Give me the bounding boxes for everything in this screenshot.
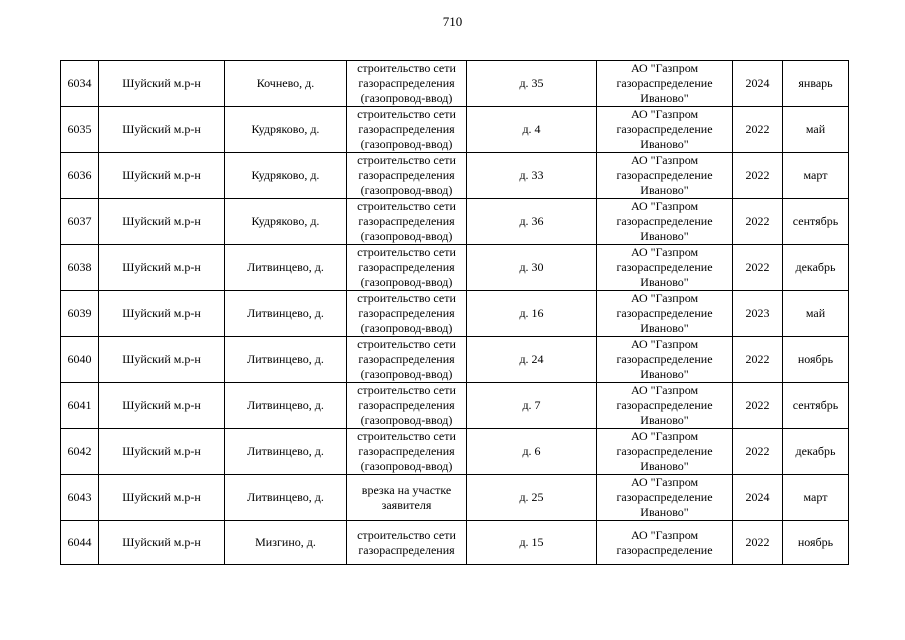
month-cell-text: декабрь (795, 260, 836, 274)
settlement-cell (225, 429, 347, 475)
work-type-cell (347, 291, 467, 337)
table-row (61, 337, 849, 383)
district-cell-text: Шуйский м.р-н (122, 306, 201, 320)
company-cell-text: АО "Газпром газораспределение Иваново" (616, 107, 713, 151)
company-cell-text: АО "Газпром газораспределение Иваново" (616, 291, 713, 335)
row-number (61, 475, 99, 521)
house-number-cell (467, 61, 597, 107)
company-cell (597, 291, 733, 337)
work-type-cell-text: строительство сети газораспределения (газопровод-ввод) (357, 245, 456, 289)
company-cell (597, 521, 733, 565)
month-cell (783, 61, 849, 107)
gasification-table (60, 60, 849, 565)
company-cell (597, 61, 733, 107)
month-cell-text: май (805, 122, 826, 136)
table-row (61, 429, 849, 475)
table-row (61, 61, 849, 107)
company-cell-text: АО "Газпром газораспределение Иваново" (616, 337, 713, 381)
month-cell (783, 429, 849, 475)
row-number (61, 107, 99, 153)
work-type-cell (347, 107, 467, 153)
work-type-cell (347, 521, 467, 565)
month-cell-text: сентябрь (792, 398, 839, 412)
company-cell-text: АО "Газпром газораспределение Иваново" (616, 475, 713, 519)
district-cell-text: Шуйский м.р-н (122, 76, 201, 90)
year-cell-text: 2022 (745, 168, 770, 182)
work-type-cell-text: строительство сети газораспределения (газопровод-ввод) (357, 107, 456, 151)
settlement-cell (225, 245, 347, 291)
settlement-cell (225, 199, 347, 245)
company-cell (597, 337, 733, 383)
row-number (61, 383, 99, 429)
row-number-text: 6044 (67, 535, 92, 549)
row-number (61, 199, 99, 245)
year-cell (733, 383, 783, 429)
district-cell-text: Шуйский м.р-н (122, 490, 201, 504)
house-number-cell-text: д. 6 (522, 444, 541, 458)
work-type-cell (347, 245, 467, 291)
table-container (60, 60, 849, 557)
settlement-cell-text: Литвинцево, д. (247, 444, 324, 458)
company-cell (597, 199, 733, 245)
house-number-cell (467, 245, 597, 291)
company-cell-text: АО "Газпром газораспределение Иваново" (616, 153, 713, 197)
row-number-text: 6035 (67, 122, 92, 136)
work-type-cell-text: строительство сети газораспределения (газопровод-ввод) (357, 383, 456, 427)
settlement-cell-text: Литвинцево, д. (247, 398, 324, 412)
row-number (61, 291, 99, 337)
company-cell-text: АО "Газпром газораспределение Иваново" (616, 245, 713, 289)
company-cell-text: АО "Газпром газораспределение Иваново" (616, 429, 713, 473)
district-cell-text: Шуйский м.р-н (122, 122, 201, 136)
month-cell-text: март (803, 490, 828, 504)
row-number-text: 6043 (67, 490, 92, 504)
house-number-cell-text: д. 33 (519, 168, 544, 182)
house-number-cell-text: д. 36 (519, 214, 544, 228)
row-number-text: 6037 (67, 214, 92, 228)
table-row (61, 107, 849, 153)
district-cell (99, 199, 225, 245)
row-number-text: 6036 (67, 168, 92, 182)
month-cell (783, 291, 849, 337)
month-cell-text: декабрь (795, 444, 836, 458)
row-number-text: 6038 (67, 260, 92, 274)
work-type-cell (347, 383, 467, 429)
settlement-cell-text: Литвинцево, д. (247, 306, 324, 320)
table-row (61, 199, 849, 245)
month-cell-text: ноябрь (797, 352, 834, 366)
year-cell (733, 61, 783, 107)
district-cell-text: Шуйский м.р-н (122, 444, 201, 458)
settlement-cell-text: Кудряково, д. (251, 168, 320, 182)
work-type-cell (347, 199, 467, 245)
district-cell (99, 291, 225, 337)
row-number-text: 6042 (67, 444, 92, 458)
district-cell (99, 61, 225, 107)
house-number-cell (467, 337, 597, 383)
company-cell (597, 383, 733, 429)
row-number-text: 6034 (67, 76, 92, 90)
year-cell (733, 107, 783, 153)
month-cell-text: май (805, 306, 826, 320)
district-cell-text: Шуйский м.р-н (122, 214, 201, 228)
row-number-text: 6041 (67, 398, 92, 412)
row-number (61, 153, 99, 199)
district-cell (99, 383, 225, 429)
district-cell (99, 245, 225, 291)
row-number (61, 429, 99, 475)
table-row (61, 475, 849, 521)
company-cell (597, 245, 733, 291)
month-cell (783, 383, 849, 429)
company-cell-text: АО "Газпром газораспределение Иваново" (616, 61, 713, 105)
house-number-cell-text: д. 4 (522, 122, 541, 136)
work-type-cell (347, 337, 467, 383)
company-cell (597, 429, 733, 475)
settlement-cell (225, 475, 347, 521)
settlement-cell-text: Кочнево, д. (256, 76, 315, 90)
page-number: 710 (442, 14, 463, 29)
settlement-cell (225, 337, 347, 383)
month-cell (783, 153, 849, 199)
month-cell-text: март (803, 168, 828, 182)
year-cell-text: 2022 (745, 398, 770, 412)
district-cell (99, 337, 225, 383)
house-number-cell-text: д. 7 (522, 398, 541, 412)
work-type-cell-text: строительство сети газораспределения (газопровод-ввод) (357, 429, 456, 473)
year-cell (733, 153, 783, 199)
district-cell-text: Шуйский м.р-н (122, 168, 201, 182)
company-cell (597, 475, 733, 521)
work-type-cell-text: строительство сети газораспределения (газопровод-ввод) (357, 61, 456, 105)
month-cell (783, 199, 849, 245)
district-cell-text: Шуйский м.р-н (122, 352, 201, 366)
year-cell (733, 521, 783, 565)
year-cell (733, 337, 783, 383)
month-cell-text: ноябрь (797, 535, 834, 549)
company-cell-text: АО "Газпром газораспределение Иваново" (616, 383, 713, 427)
work-type-cell-text: строительство сети газораспределения (357, 527, 456, 557)
row-number (61, 245, 99, 291)
year-cell (733, 199, 783, 245)
work-type-cell-text: строительство сети газораспределения (газопровод-ввод) (357, 153, 456, 197)
settlement-cell (225, 61, 347, 107)
row-number-text: 6039 (67, 306, 92, 320)
house-number-cell-text: д. 35 (519, 76, 544, 90)
year-cell-text: 2022 (745, 214, 770, 228)
house-number-cell-text: д. 30 (519, 260, 544, 274)
table-body (61, 61, 849, 565)
table-row (61, 245, 849, 291)
settlement-cell-text: Мизгино, д. (255, 535, 316, 549)
year-cell (733, 291, 783, 337)
table-row (61, 383, 849, 429)
work-type-cell-text: строительство сети газораспределения (газопровод-ввод) (357, 337, 456, 381)
table-row (61, 153, 849, 199)
row-number-text: 6040 (67, 352, 92, 366)
month-cell-text: январь (798, 76, 833, 90)
work-type-cell-text: строительство сети газораспределения (газопровод-ввод) (357, 199, 456, 243)
district-cell-text: Шуйский м.р-н (122, 398, 201, 412)
district-cell (99, 475, 225, 521)
work-type-cell-text: врезка на участке заявителя (361, 482, 452, 512)
year-cell-text: 2022 (745, 444, 770, 458)
month-cell (783, 245, 849, 291)
settlement-cell (225, 153, 347, 199)
house-number-cell (467, 107, 597, 153)
house-number-cell-text: д. 15 (519, 535, 544, 549)
settlement-cell-text: Литвинцево, д. (247, 260, 324, 274)
month-cell (783, 337, 849, 383)
house-number-cell (467, 291, 597, 337)
district-cell-text: Шуйский м.р-н (122, 260, 201, 274)
month-cell-text: сентябрь (792, 214, 839, 228)
house-number-cell-text: д. 25 (519, 490, 544, 504)
district-cell (99, 107, 225, 153)
table-row (61, 291, 849, 337)
row-number (61, 61, 99, 107)
year-cell-text: 2022 (745, 260, 770, 274)
district-cell (99, 429, 225, 475)
month-cell (783, 107, 849, 153)
work-type-cell (347, 61, 467, 107)
year-cell (733, 429, 783, 475)
district-cell (99, 521, 225, 565)
house-number-cell (467, 199, 597, 245)
district-cell-text: Шуйский м.р-н (122, 535, 201, 549)
settlement-cell (225, 291, 347, 337)
year-cell (733, 245, 783, 291)
house-number-cell (467, 521, 597, 565)
row-number (61, 521, 99, 565)
table-row (61, 521, 849, 565)
settlement-cell (225, 521, 347, 565)
house-number-cell-text: д. 24 (519, 352, 544, 366)
year-cell-text: 2022 (745, 122, 770, 136)
work-type-cell (347, 153, 467, 199)
house-number-cell (467, 429, 597, 475)
work-type-cell (347, 429, 467, 475)
year-cell-text: 2024 (745, 76, 770, 90)
settlement-cell-text: Литвинцево, д. (247, 490, 324, 504)
year-cell-text: 2024 (745, 490, 770, 504)
row-number (61, 337, 99, 383)
settlement-cell (225, 107, 347, 153)
month-cell (783, 475, 849, 521)
company-cell (597, 153, 733, 199)
house-number-cell (467, 383, 597, 429)
company-cell-text: АО "Газпром газораспределение (616, 527, 713, 557)
year-cell-text: 2022 (745, 352, 770, 366)
company-cell (597, 107, 733, 153)
settlement-cell-text: Кудряково, д. (251, 214, 320, 228)
settlement-cell-text: Кудряково, д. (251, 122, 320, 136)
settlement-cell (225, 383, 347, 429)
district-cell (99, 153, 225, 199)
month-cell (783, 521, 849, 565)
house-number-cell (467, 475, 597, 521)
settlement-cell-text: Литвинцево, д. (247, 352, 324, 366)
year-cell-text: 2023 (745, 306, 770, 320)
house-number-cell-text: д. 16 (519, 306, 544, 320)
company-cell-text: АО "Газпром газораспределение Иваново" (616, 199, 713, 243)
work-type-cell-text: строительство сети газораспределения (газопровод-ввод) (357, 291, 456, 335)
year-cell-text: 2022 (745, 535, 770, 549)
year-cell (733, 475, 783, 521)
house-number-cell (467, 153, 597, 199)
work-type-cell (347, 475, 467, 521)
